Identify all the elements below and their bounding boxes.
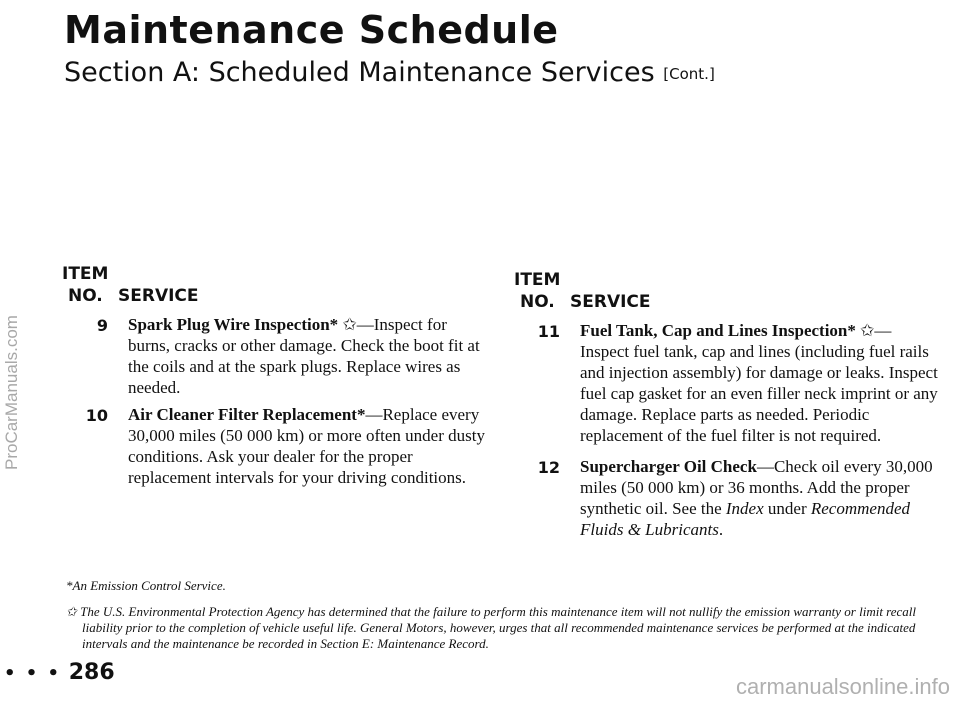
item-text: —Replace every 30,000 miles (50 000 km) or more often under dusty conditions. Ask your dealer for the proper replacement intervals for your driving conditions. [128,405,485,487]
bottom-watermark: carmanualsonline.info [735,674,950,699]
footnotes [66,578,946,652]
item-number: 9 [96,316,108,335]
emission-footnote: *An Emission Control Service. [66,578,226,593]
item-text: — Inspect fuel tank, cap and lines (including fuel rails and injection assembly) for damage or leaks. Inspect fuel cap gasket for an even filler neck imprint or any damage. Replace parts as needed. Periodic replacement of the fuel filter is not required. [580,321,938,445]
item-number: 11 [537,322,560,341]
page-number-value: 286 [68,660,115,685]
right-column-header [514,270,944,314]
service-item-9 [62,314,492,398]
right-column [514,270,944,540]
epa-marker-icon: ✩ [338,315,357,334]
item-title: Supercharger Oil Check [580,457,757,476]
index-reference: Index [725,499,764,518]
epa-marker-icon: ✩ [855,321,875,340]
item-label: ITEM [62,264,109,284]
item-title: Spark Plug Wire Inspection* [128,315,339,334]
item-number: 12 [537,458,560,477]
page-dots: • • • [4,663,62,684]
service-label: SERVICE [570,292,651,312]
item-label: ITEM [514,270,561,290]
side-watermark: ProCarManuals.com [2,315,21,470]
epa-footnote-text: The U.S. Environmental Protection Agency has determined that the failure to perform this maintenance item will not nullify the emission warranty or limit recall liability prior to the completion of vehicle useful life. General Motors, however, urges that all recommended maintenance services be performed at the indicated intervals and the maintenance be recorded in Section E: Maintenance Record. [80,604,917,651]
item-number: 10 [85,406,108,425]
item-title: Air Cleaner Filter Replacement* [128,405,366,424]
section-subtitle-text: Section A: Scheduled Maintenance Services [64,57,655,88]
service-item-10 [62,404,492,488]
item-text-3: . [718,520,724,539]
item-title: Fuel Tank, Cap and Lines Inspection* [580,321,856,340]
fluids-reference: Recommended Fluids & Lubricants [580,499,910,539]
page-title: Maintenance Schedule [64,8,559,52]
no-label: NO. [520,292,555,312]
service-label: SERVICE [118,286,199,306]
service-item-12 [514,456,944,540]
section-subtitle-continued: [Cont.] [663,65,715,83]
item-text: —Inspect for burns, cracks or other damage. Check the boot fit at the coils and at the spark plugs. Replace wires as needed. [128,315,480,397]
no-label: NO. [68,286,103,306]
left-column-header [62,264,492,308]
item-text: —Check oil every 30,000 miles (50 000 km) or 36 months. Add the proper synthetic oil. See the [580,457,933,518]
epa-star-icon: ✩ [66,604,77,619]
left-column [62,264,492,488]
page-number [4,660,115,687]
service-item-11 [514,320,944,446]
epa-footnote [66,604,946,652]
section-subtitle [64,56,715,91]
item-text-2: under [763,499,811,518]
